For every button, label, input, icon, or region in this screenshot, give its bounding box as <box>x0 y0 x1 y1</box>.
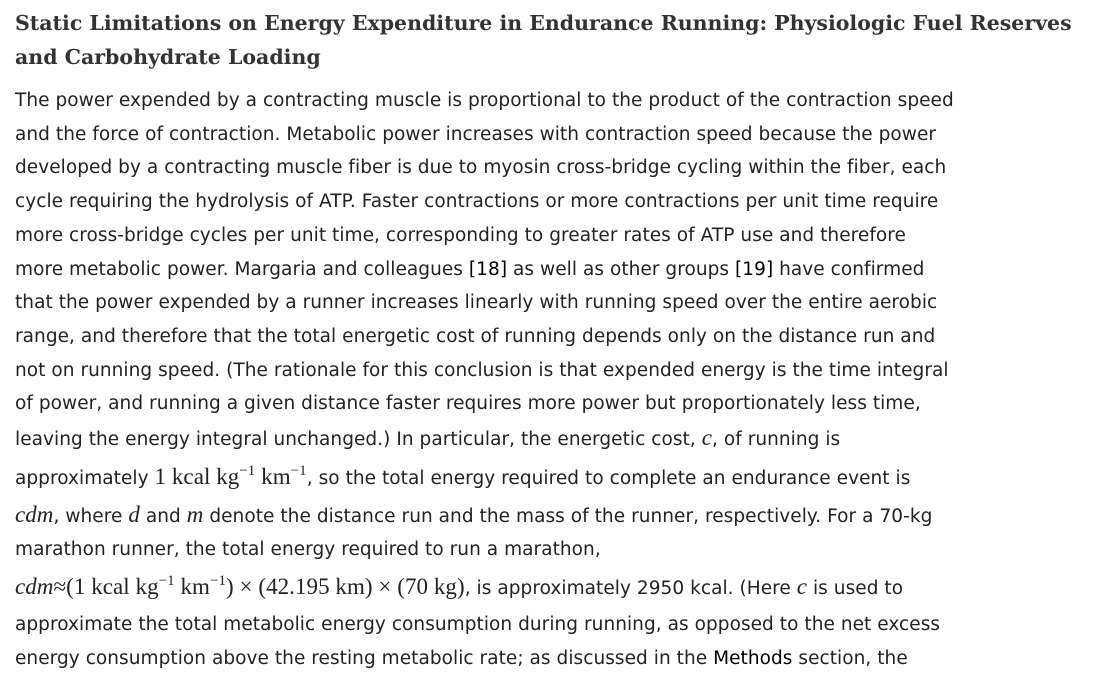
text-line: marathon runner, the total energy required to run a marathon, <box>15 539 601 561</box>
text-line: more cross-bridge cycles per unit time, corresponding to greater rates of ATP use and therefore <box>15 224 906 246</box>
math-symbol-c: c <box>796 574 808 600</box>
text-fragment: approximately <box>15 467 155 489</box>
math-fragment: ≈ <box>53 574 67 600</box>
text-line: range, and therefore that the total energetic cost of running depends only on the distance run and <box>15 325 936 347</box>
text-fragment: leaving the energy integral unchanged.) In particular, the energetic cost, <box>15 429 702 451</box>
text-fragment: have confirmed <box>773 258 925 280</box>
text-line: not on running speed. (The rationale for this conclusion is that expended energy is the time integral <box>15 359 949 381</box>
text-fragment: section, the <box>792 647 908 669</box>
text-line: of power, and running a given distance faster requires more power but proportionately less time, <box>15 393 921 415</box>
text-fragment: , where <box>53 505 129 527</box>
text-line: developed by a contracting muscle fiber is due to myosin cross-bridge cycling within the fiber, each <box>15 157 947 179</box>
text-fragment: as well as other groups <box>507 258 736 280</box>
section-title: Static Limitations on Energy Expenditure in Endurance Running: Physiologic Fuel Reserves and Carbohydrate Loading <box>15 11 1072 69</box>
math-exponent: −1 <box>239 462 256 479</box>
text-line: cycle requiring the hydrolysis of ATP. Faster contractions or more contractions per unit time require <box>15 191 939 213</box>
text-line: that the power expended by a runner increases linearly with running speed over the entire aerobic <box>15 292 938 314</box>
citation-link-18[interactable]: [18] <box>468 258 508 280</box>
text-line <box>15 567 1103 608</box>
math-fragment: km <box>174 574 210 600</box>
math-fragment: cdm <box>15 574 54 600</box>
text-fragment: is used to <box>807 578 904 600</box>
math-unit-expression <box>155 464 307 489</box>
math-symbol-c: c <box>701 425 712 451</box>
text-fragment: energy consumption above the resting metabolic rate; as discussed in the <box>15 647 714 669</box>
text-line <box>15 253 1103 287</box>
math-symbol-cdm: cdm <box>15 501 54 527</box>
text-fragment: , is approximately 2950 kcal. (Here <box>464 578 797 600</box>
text-fragment: , of running is <box>711 429 841 451</box>
text-line <box>15 421 1103 457</box>
text-line: approximate the total metabolic energy consumption during running, as opposed to the net excess <box>15 614 941 636</box>
text-line: and the force of contraction. Metabolic power increases with contraction speed because the power <box>15 123 937 145</box>
text-line: The power expended by a contracting muscle is proportional to the product of the contraction speed <box>15 90 954 111</box>
text-line <box>15 457 1103 498</box>
body-paragraph <box>15 74 1103 676</box>
math-fragment: (1 kcal kg <box>66 574 159 600</box>
math-symbol-d: d <box>128 501 140 527</box>
math-exponent: −1 <box>290 462 307 479</box>
text-line <box>15 498 1103 534</box>
text-fragment: , so the total energy required to complete an endurance event is <box>306 467 911 489</box>
text-fragment: denote the distance run and the mass of the runner, respectively. For a 70-kg <box>203 505 933 527</box>
text-fragment: more metabolic power. Margaria and colleagues <box>15 258 469 280</box>
text-fragment: and <box>139 505 187 527</box>
math-symbol-m: m <box>186 501 204 527</box>
math-exponent: −1 <box>209 573 227 590</box>
math-fragment: km <box>255 463 291 489</box>
math-fragment: ) × (42.195 km) × (70 kg) <box>226 574 465 600</box>
methods-link[interactable]: Methods <box>713 647 793 669</box>
text-line <box>15 642 1103 676</box>
math-fragment: 1 kcal kg <box>154 463 240 489</box>
citation-link-19[interactable]: [19] <box>735 258 774 280</box>
math-equation <box>15 574 465 599</box>
math-exponent: −1 <box>158 573 175 590</box>
